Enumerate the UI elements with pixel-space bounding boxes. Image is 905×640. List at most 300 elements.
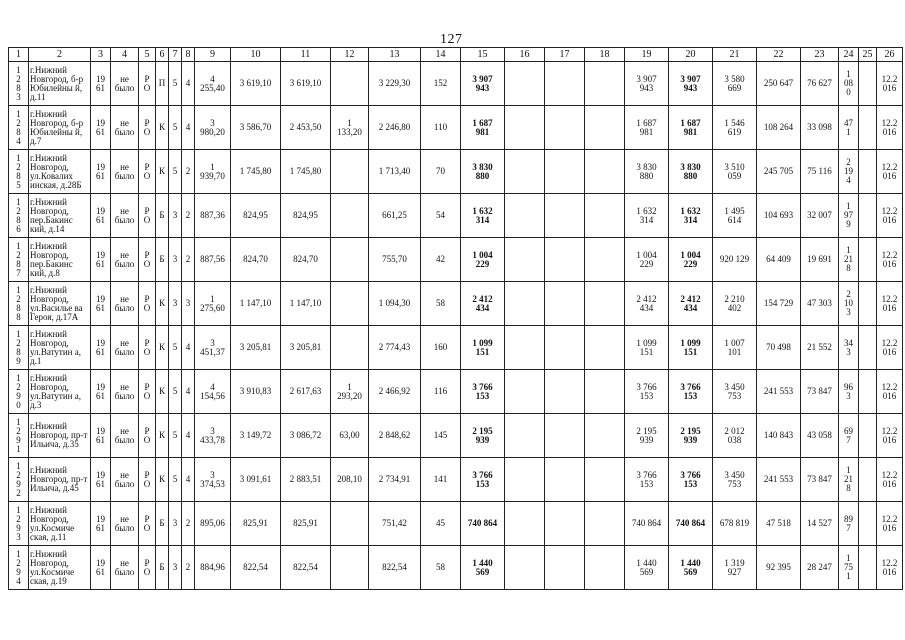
cell-col-4: не было [111, 194, 139, 238]
cell-col-9: 1 275,60 [195, 282, 231, 326]
cell-col-16 [505, 370, 545, 414]
cell-col-23: 73 847 [801, 458, 839, 502]
cell-col-17 [545, 194, 585, 238]
cell-col-11: 3 205,81 [281, 326, 331, 370]
cell-col-20: 740 864 [669, 502, 713, 546]
cell-col-11: 1 147,10 [281, 282, 331, 326]
cell-col-11: 3 619,10 [281, 62, 331, 106]
cell-col-26: 12.2 016 [877, 502, 903, 546]
cell-col-10: 1 147,10 [231, 282, 281, 326]
cell-col-3: 19 61 [91, 238, 111, 282]
cell-col-2: г.Нижний Новгород, ул.Ватутин а, д.3 [29, 370, 91, 414]
cell-col-2: г.Нижний Новгород, ул.Ковалих инская, д.28Б [29, 150, 91, 194]
cell-col-11: 2 453,50 [281, 106, 331, 150]
cell-col-18 [585, 326, 625, 370]
cell-col-17 [545, 106, 585, 150]
cell-col-26: 12.2 016 [877, 106, 903, 150]
cell-col-22: 92 395 [757, 546, 801, 590]
cell-col-22: 154 729 [757, 282, 801, 326]
cell-col-23: 43 058 [801, 414, 839, 458]
cell-col-16 [505, 414, 545, 458]
cell-col-11: 3 086,72 [281, 414, 331, 458]
table-row [9, 106, 903, 150]
cell-col-11: 824,95 [281, 194, 331, 238]
cell-col-8: 2 [182, 194, 195, 238]
cell-col-4: не было [111, 150, 139, 194]
cell-col-14: 145 [421, 414, 461, 458]
cell-col-24: 1 97 9 [839, 194, 859, 238]
cell-col-26: 12.2 016 [877, 194, 903, 238]
cell-col-13: 661,25 [369, 194, 421, 238]
cell-col-22: 104 693 [757, 194, 801, 238]
cell-col-10: 3 910,83 [231, 370, 281, 414]
column-header-19: 19 [625, 48, 669, 62]
cell-col-22: 64 409 [757, 238, 801, 282]
cell-col-20: 1 099 151 [669, 326, 713, 370]
cell-col-8: 4 [182, 370, 195, 414]
column-header-16: 16 [505, 48, 545, 62]
cell-col-17 [545, 546, 585, 590]
cell-col-9: 884,96 [195, 546, 231, 590]
cell-col-15: 1 004 229 [461, 238, 505, 282]
cell-col-9: 1 939,70 [195, 150, 231, 194]
cell-col-25 [859, 62, 877, 106]
cell-col-5: Р О [139, 282, 156, 326]
cell-col-24: 1 21 8 [839, 238, 859, 282]
cell-col-9: 4 154,56 [195, 370, 231, 414]
cell-col-15: 1 099 151 [461, 326, 505, 370]
cell-col-18 [585, 62, 625, 106]
cell-col-13: 2 246,80 [369, 106, 421, 150]
cell-col-2: г.Нижний Новгород, ул.Василье ва Героя, д.17А [29, 282, 91, 326]
table-row [9, 546, 903, 590]
cell-col-21: 3 580 669 [713, 62, 757, 106]
cell-col-2: г.Нижний Новгород, ул.Космиче ская, д.11 [29, 502, 91, 546]
cell-col-11: 822,54 [281, 546, 331, 590]
cell-col-8: 4 [182, 326, 195, 370]
cell-col-12 [331, 546, 369, 590]
cell-col-15: 2 195 939 [461, 414, 505, 458]
cell-col-9: 3 433,78 [195, 414, 231, 458]
cell-col-13: 755,70 [369, 238, 421, 282]
cell-col-19: 3 766 153 [625, 458, 669, 502]
cell-col-20: 1 440 569 [669, 546, 713, 590]
cell-col-17 [545, 326, 585, 370]
cell-col-18 [585, 150, 625, 194]
cell-col-14: 110 [421, 106, 461, 150]
cell-col-16 [505, 502, 545, 546]
cell-col-13: 3 229,30 [369, 62, 421, 106]
cell-col-25 [859, 238, 877, 282]
cell-col-13: 2 734,91 [369, 458, 421, 502]
cell-col-8: 4 [182, 62, 195, 106]
cell-col-17 [545, 502, 585, 546]
cell-col-20: 3 766 153 [669, 458, 713, 502]
cell-col-6: К [156, 458, 169, 502]
cell-col-14: 58 [421, 546, 461, 590]
column-header-8: 8 [182, 48, 195, 62]
cell-col-4: не было [111, 370, 139, 414]
housing-register-table [8, 47, 903, 590]
column-header-9: 9 [195, 48, 231, 62]
cell-col-10: 825,91 [231, 502, 281, 546]
cell-col-5: Р О [139, 62, 156, 106]
cell-col-25 [859, 326, 877, 370]
cell-col-11: 2 883,51 [281, 458, 331, 502]
cell-col-25 [859, 414, 877, 458]
cell-col-6: П [156, 62, 169, 106]
column-header-1: 1 [9, 48, 29, 62]
cell-col-12: 63,00 [331, 414, 369, 458]
cell-col-3: 19 61 [91, 370, 111, 414]
cell-col-12 [331, 150, 369, 194]
cell-col-3: 19 61 [91, 326, 111, 370]
cell-col-23: 76 627 [801, 62, 839, 106]
cell-col-12: 208,10 [331, 458, 369, 502]
cell-col-16 [505, 106, 545, 150]
cell-col-6: Б [156, 502, 169, 546]
cell-col-18 [585, 546, 625, 590]
cell-col-9: 3 374,53 [195, 458, 231, 502]
cell-col-13: 2 774,43 [369, 326, 421, 370]
cell-col-10: 3 091,61 [231, 458, 281, 502]
cell-col-11: 2 617,63 [281, 370, 331, 414]
cell-col-18 [585, 238, 625, 282]
table-row [9, 62, 903, 106]
cell-col-7: 3 [169, 546, 182, 590]
cell-col-19: 1 004 229 [625, 238, 669, 282]
cell-col-2: г.Нижний Новгород, б-р Юбилейны й, д.7 [29, 106, 91, 150]
cell-col-26: 12.2 016 [877, 282, 903, 326]
cell-col-12 [331, 326, 369, 370]
cell-col-14: 45 [421, 502, 461, 546]
cell-col-1: 1 2 8 8 [9, 282, 29, 326]
cell-col-3: 19 61 [91, 150, 111, 194]
cell-col-21: 1 546 619 [713, 106, 757, 150]
cell-col-12 [331, 502, 369, 546]
cell-col-9: 3 451,37 [195, 326, 231, 370]
cell-col-23: 14 527 [801, 502, 839, 546]
column-header-7: 7 [169, 48, 182, 62]
cell-col-2: г.Нижний Новгород, пер.Бакинс кий, д.14 [29, 194, 91, 238]
cell-col-25 [859, 502, 877, 546]
cell-col-21: 920 129 [713, 238, 757, 282]
cell-col-5: Р О [139, 194, 156, 238]
cell-col-1: 1 2 8 6 [9, 194, 29, 238]
cell-col-14: 152 [421, 62, 461, 106]
cell-col-15: 2 412 434 [461, 282, 505, 326]
cell-col-24: 2 19 4 [839, 150, 859, 194]
cell-col-25 [859, 106, 877, 150]
cell-col-8: 2 [182, 150, 195, 194]
cell-col-25 [859, 282, 877, 326]
cell-col-21: 1 495 614 [713, 194, 757, 238]
cell-col-4: не было [111, 546, 139, 590]
cell-col-21: 3 510 059 [713, 150, 757, 194]
cell-col-9: 4 255,40 [195, 62, 231, 106]
column-header-13: 13 [369, 48, 421, 62]
cell-col-21: 3 450 753 [713, 458, 757, 502]
cell-col-26: 12.2 016 [877, 546, 903, 590]
cell-col-20: 3 766 153 [669, 370, 713, 414]
cell-col-24: 1 75 1 [839, 546, 859, 590]
cell-col-21: 1 007 101 [713, 326, 757, 370]
cell-col-23: 33 098 [801, 106, 839, 150]
cell-col-13: 2 466,92 [369, 370, 421, 414]
cell-col-4: не было [111, 414, 139, 458]
column-header-15: 15 [461, 48, 505, 62]
cell-col-1: 1 2 9 2 [9, 458, 29, 502]
cell-col-22: 250 647 [757, 62, 801, 106]
cell-col-16 [505, 238, 545, 282]
table-row [9, 282, 903, 326]
cell-col-8: 4 [182, 458, 195, 502]
cell-col-14: 54 [421, 194, 461, 238]
header-row [9, 48, 903, 62]
cell-col-24: 34 3 [839, 326, 859, 370]
cell-col-23: 32 007 [801, 194, 839, 238]
cell-col-17 [545, 282, 585, 326]
cell-col-13: 1 713,40 [369, 150, 421, 194]
cell-col-23: 75 116 [801, 150, 839, 194]
cell-col-7: 3 [169, 502, 182, 546]
cell-col-4: не было [111, 458, 139, 502]
cell-col-17 [545, 150, 585, 194]
cell-col-2: г.Нижний Новгород, ул.Ватутин а, д.1 [29, 326, 91, 370]
column-header-24: 24 [839, 48, 859, 62]
table-row [9, 370, 903, 414]
cell-col-10: 824,95 [231, 194, 281, 238]
cell-col-10: 3 205,81 [231, 326, 281, 370]
cell-col-3: 19 61 [91, 502, 111, 546]
cell-col-10: 822,54 [231, 546, 281, 590]
cell-col-6: Б [156, 546, 169, 590]
cell-col-13: 1 094,30 [369, 282, 421, 326]
cell-col-21: 678 819 [713, 502, 757, 546]
table-row [9, 326, 903, 370]
cell-col-24: 1 21 8 [839, 458, 859, 502]
cell-col-15: 1 687 981 [461, 106, 505, 150]
cell-col-10: 3 149,72 [231, 414, 281, 458]
cell-col-24: 69 7 [839, 414, 859, 458]
cell-col-24: 89 7 [839, 502, 859, 546]
cell-col-16 [505, 194, 545, 238]
cell-col-18 [585, 282, 625, 326]
cell-col-6: К [156, 150, 169, 194]
cell-col-19: 3 907 943 [625, 62, 669, 106]
cell-col-8: 3 [182, 282, 195, 326]
cell-col-1: 1 2 8 3 [9, 62, 29, 106]
table-row [9, 414, 903, 458]
cell-col-22: 245 705 [757, 150, 801, 194]
cell-col-20: 1 687 981 [669, 106, 713, 150]
column-header-21: 21 [713, 48, 757, 62]
cell-col-26: 12.2 016 [877, 458, 903, 502]
cell-col-13: 751,42 [369, 502, 421, 546]
cell-col-6: К [156, 106, 169, 150]
cell-col-2: г.Нижний Новгород, ул.Космиче ская, д.19 [29, 546, 91, 590]
cell-col-6: К [156, 282, 169, 326]
cell-col-22: 70 498 [757, 326, 801, 370]
column-header-2: 2 [29, 48, 91, 62]
cell-col-6: К [156, 326, 169, 370]
cell-col-5: Р О [139, 370, 156, 414]
cell-col-5: Р О [139, 326, 156, 370]
cell-col-6: К [156, 414, 169, 458]
cell-col-2: г.Нижний Новгород, б-р Юбилейны й, д.11 [29, 62, 91, 106]
cell-col-3: 19 61 [91, 414, 111, 458]
cell-col-10: 3 619,10 [231, 62, 281, 106]
cell-col-25 [859, 194, 877, 238]
cell-col-12 [331, 282, 369, 326]
cell-col-9: 3 980,20 [195, 106, 231, 150]
cell-col-15: 3 766 153 [461, 458, 505, 502]
cell-col-8: 4 [182, 414, 195, 458]
cell-col-1: 1 2 9 1 [9, 414, 29, 458]
cell-col-7: 3 [169, 194, 182, 238]
cell-col-1: 1 2 8 9 [9, 326, 29, 370]
table-body [9, 62, 903, 590]
cell-col-2: г.Нижний Новгород, пер.Бакинс кий, д.8 [29, 238, 91, 282]
cell-col-23: 19 691 [801, 238, 839, 282]
cell-col-5: Р О [139, 106, 156, 150]
cell-col-5: Р О [139, 238, 156, 282]
cell-col-23: 28 247 [801, 546, 839, 590]
cell-col-22: 241 553 [757, 370, 801, 414]
cell-col-26: 12.2 016 [877, 326, 903, 370]
cell-col-11: 824,70 [281, 238, 331, 282]
cell-col-25 [859, 458, 877, 502]
column-header-6: 6 [156, 48, 169, 62]
cell-col-16 [505, 150, 545, 194]
cell-col-21: 2 210 402 [713, 282, 757, 326]
column-header-10: 10 [231, 48, 281, 62]
cell-col-19: 1 687 981 [625, 106, 669, 150]
column-header-17: 17 [545, 48, 585, 62]
cell-col-26: 12.2 016 [877, 62, 903, 106]
cell-col-26: 12.2 016 [877, 414, 903, 458]
column-header-25: 25 [859, 48, 877, 62]
cell-col-12 [331, 238, 369, 282]
cell-col-6: Б [156, 238, 169, 282]
cell-col-4: не было [111, 238, 139, 282]
column-header-14: 14 [421, 48, 461, 62]
cell-col-11: 1 745,80 [281, 150, 331, 194]
cell-col-19: 3 766 153 [625, 370, 669, 414]
column-header-5: 5 [139, 48, 156, 62]
cell-col-6: К [156, 370, 169, 414]
cell-col-19: 1 440 569 [625, 546, 669, 590]
cell-col-16 [505, 62, 545, 106]
cell-col-18 [585, 370, 625, 414]
cell-col-4: не было [111, 502, 139, 546]
cell-col-14: 58 [421, 282, 461, 326]
cell-col-19: 1 099 151 [625, 326, 669, 370]
cell-col-8: 2 [182, 238, 195, 282]
column-header-11: 11 [281, 48, 331, 62]
cell-col-9: 895,06 [195, 502, 231, 546]
cell-col-7: 5 [169, 370, 182, 414]
cell-col-20: 1 632 314 [669, 194, 713, 238]
cell-col-14: 160 [421, 326, 461, 370]
cell-col-14: 42 [421, 238, 461, 282]
cell-col-21: 1 319 927 [713, 546, 757, 590]
cell-col-26: 12.2 016 [877, 370, 903, 414]
cell-col-19: 740 864 [625, 502, 669, 546]
cell-col-12: 1 133,20 [331, 106, 369, 150]
cell-col-5: Р О [139, 414, 156, 458]
cell-col-17 [545, 458, 585, 502]
cell-col-5: Р О [139, 458, 156, 502]
cell-col-3: 19 61 [91, 546, 111, 590]
cell-col-18 [585, 502, 625, 546]
cell-col-20: 2 412 434 [669, 282, 713, 326]
cell-col-17 [545, 238, 585, 282]
cell-col-23: 47 303 [801, 282, 839, 326]
cell-col-7: 5 [169, 414, 182, 458]
cell-col-15: 1 632 314 [461, 194, 505, 238]
cell-col-24: 1 08 0 [839, 62, 859, 106]
column-header-18: 18 [585, 48, 625, 62]
cell-col-16 [505, 546, 545, 590]
cell-col-15: 1 440 569 [461, 546, 505, 590]
column-header-12: 12 [331, 48, 369, 62]
cell-col-15: 740 864 [461, 502, 505, 546]
cell-col-18 [585, 194, 625, 238]
cell-col-6: Б [156, 194, 169, 238]
table-row [9, 502, 903, 546]
cell-col-5: Р О [139, 502, 156, 546]
cell-col-3: 19 61 [91, 106, 111, 150]
cell-col-3: 19 61 [91, 458, 111, 502]
cell-col-7: 5 [169, 62, 182, 106]
cell-col-16 [505, 282, 545, 326]
cell-col-4: не было [111, 326, 139, 370]
cell-col-19: 3 830 880 [625, 150, 669, 194]
cell-col-8: 4 [182, 106, 195, 150]
cell-col-8: 2 [182, 546, 195, 590]
cell-col-1: 1 2 8 7 [9, 238, 29, 282]
cell-col-19: 2 412 434 [625, 282, 669, 326]
cell-col-9: 887,36 [195, 194, 231, 238]
cell-col-7: 3 [169, 238, 182, 282]
cell-col-20: 1 004 229 [669, 238, 713, 282]
cell-col-18 [585, 106, 625, 150]
cell-col-18 [585, 458, 625, 502]
cell-col-5: Р О [139, 150, 156, 194]
cell-col-1: 1 2 9 4 [9, 546, 29, 590]
column-header-23: 23 [801, 48, 839, 62]
column-header-20: 20 [669, 48, 713, 62]
cell-col-1: 1 2 9 0 [9, 370, 29, 414]
cell-col-24: 96 3 [839, 370, 859, 414]
cell-col-18 [585, 414, 625, 458]
cell-col-23: 21 552 [801, 326, 839, 370]
page-number: 127 [440, 32, 463, 47]
cell-col-13: 822,54 [369, 546, 421, 590]
cell-col-10: 3 586,70 [231, 106, 281, 150]
cell-col-25 [859, 546, 877, 590]
cell-col-21: 2 012 038 [713, 414, 757, 458]
column-header-26: 26 [877, 48, 903, 62]
cell-col-20: 3 830 880 [669, 150, 713, 194]
cell-col-1: 1 2 8 4 [9, 106, 29, 150]
cell-col-24: 2 10 3 [839, 282, 859, 326]
table-row [9, 194, 903, 238]
cell-col-4: не было [111, 62, 139, 106]
cell-col-14: 141 [421, 458, 461, 502]
cell-col-9: 887,56 [195, 238, 231, 282]
